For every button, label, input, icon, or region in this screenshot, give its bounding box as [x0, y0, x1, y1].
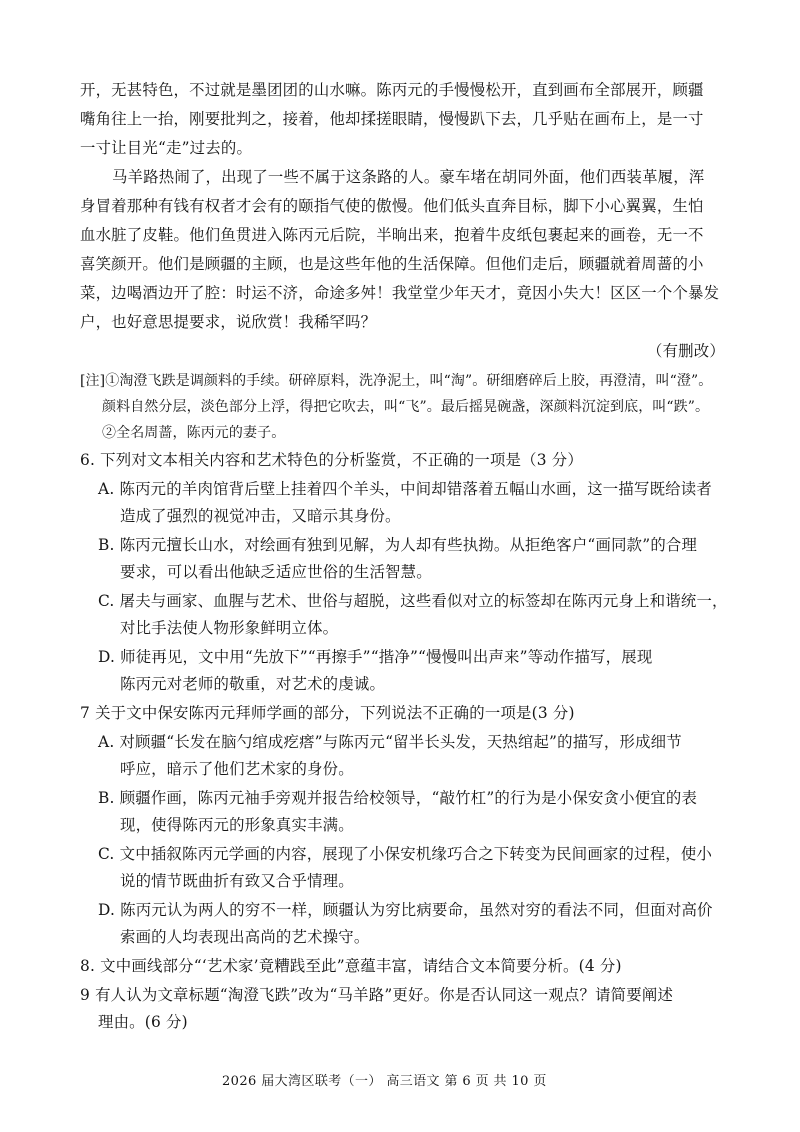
- passage-line: 菜，边喝酒边开了腔：时运不济，命途多舛！我堂堂少年天才，竟因小失大！区区一个个暴发: [80, 284, 720, 302]
- q6-option-b: B. 陈丙元擅长山水，对绘画有独到见解，为人却有些执拗。从拒绝客户“画同款”的合理: [98, 536, 698, 554]
- question-9-stem-cont: 理由。(6 分): [98, 1013, 188, 1031]
- passage-line: 喜笑颜开。他们是顾疆的主顾，也是这些年他的生活保障。但他们走后，顾疆就着周蔷的小: [80, 255, 704, 273]
- q7-option-d: D. 陈丙元认为两人的穷不一样，顾疆认为穷比病要命，虽然对穷的看法不同，但面对高价: [98, 901, 713, 919]
- q7-option-c: C. 文中插叙陈丙元学画的内容，展现了小保安机缘巧合之下转变为民间画家的过程，使小: [98, 845, 713, 863]
- q7-option-a: A. 对顾疆“长发在脑勺绾成疙瘩”与陈丙元“留半长头发，天热绾起”的描写，形成细节: [98, 733, 682, 751]
- passage-line: 嘴角往上一抬，刚要批判之，接着，他却揉搓眼睛，慢慢趴下去，几乎贴在画布上，是一寸: [80, 110, 704, 128]
- question-8-stem: 8. 文中画线部分“‘艺术家’竟糟践至此”意蕴丰富，请结合文本简要分析。(4 分): [80, 957, 622, 975]
- question-6-stem: 6. 下列对文本相关内容和艺术特色的分析鉴赏，不正确的一项是（3 分）: [80, 451, 583, 469]
- passage-line: 开，无甚特色，不过就是墨团团的山水嘛。陈丙元的手慢慢松开，直到画布全部展开，顾疆: [80, 81, 704, 99]
- source-note: （有删改）: [647, 342, 725, 360]
- footnote-1-cont: 颜料自然分层，淡色部分上浮，得把它吹去，叫“飞”。最后摇晃碗盏，深颜料沉淀到底，叫“跌”。: [102, 399, 710, 415]
- q7-option-d-cont: 索画的人均表现出高尚的艺术操守。: [120, 928, 370, 946]
- q6-option-a-cont: 造成了强烈的视觉冲击，又暗示其身份。: [120, 507, 401, 525]
- question-9-stem: 9 有人认为文章标题“淘澄飞跌”改为“马羊路”更好。你是否认同这一观点？请简要阐述: [80, 986, 674, 1004]
- passage-line: 身冒着那种有钱有权者才会有的颐指气使的傲慢。他们低头直奔目标，脚下小心翼翼，生怕: [80, 197, 704, 215]
- passage-line: 户，也好意思提要求，说欣赏！我稀罕吗？: [80, 313, 377, 331]
- q6-option-c: C. 屠夫与画家、血腥与艺术、世俗与超脱，这些看似对立的标签却在陈丙元身上和谐统一，: [98, 592, 728, 610]
- q6-option-d: D. 师徒再见，文中用“先放下”“再擦手”“揩净”“慢慢叫出声来”等动作描写，展现: [98, 648, 653, 666]
- passage-line: 血水脏了皮鞋。他们鱼贯进入陈丙元后院，半晌出来，抱着牛皮纸包裹起来的画卷，无一不: [80, 226, 704, 244]
- q7-option-c-cont: 说的情节既曲折有致又合乎情理。: [120, 872, 354, 890]
- q6-option-b-cont: 要求，可以看出他缺乏适应世俗的生活智慧。: [120, 563, 432, 581]
- q6-option-c-cont: 对比手法使人物形象鲜明立体。: [120, 619, 339, 637]
- q7-option-b-cont: 现，使得陈丙元的形象真实丰满。: [120, 816, 354, 834]
- footnote-2: ②全名周蔷，陈丙元的妻子。: [102, 425, 286, 441]
- passage-line: 一寸让目光“走”过去的。: [80, 139, 253, 157]
- page-footer: 2026 届大湾区联考（一） 高三语文 第 6 页 共 10 页: [222, 1074, 547, 1089]
- q7-option-a-cont: 呼应，暗示了他们艺术家的身份。: [120, 760, 354, 778]
- passage-line: 马羊路热闹了，出现了一些不属于这条路的人。豪车堵在胡同外面，他们西装革履，浑: [112, 168, 705, 186]
- q6-option-d-cont: 陈丙元对老师的敬重，对艺术的虔诚。: [120, 675, 386, 693]
- footnote-1: [注]①淘澄飞跌是调颜料的手续。研碎原料，洗净泥土，叫“淘”。研细磨碎后上胶，再澄清，叫“澄”。: [80, 373, 713, 389]
- q7-option-b: B. 顾疆作画，陈丙元袖手旁观并报告给校领导，“敲竹杠”的行为是小保安贪小便宜的表: [98, 789, 698, 807]
- q6-option-a: A. 陈丙元的羊肉馆背后壁上挂着四个羊头，中间却错落着五幅山水画，这一描写既给读者: [98, 480, 712, 498]
- question-7-stem: 7 关于文中保安陈丙元拜师学画的部分，下列说法不正确的一项是(3 分): [80, 704, 575, 722]
